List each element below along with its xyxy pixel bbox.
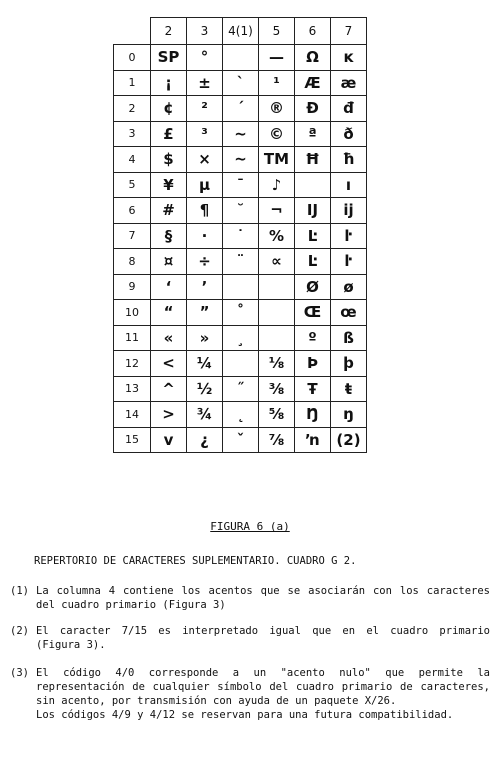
character-cell: “	[151, 300, 187, 326]
row-header: 15	[114, 427, 151, 453]
character-cell: ˛	[223, 402, 259, 428]
character-cell: ŋ	[331, 402, 367, 428]
character-cell: ¨	[223, 249, 259, 275]
footnote-2	[10, 624, 490, 652]
character-cell: đ	[331, 96, 367, 122]
row-header: 2	[114, 96, 151, 122]
character-cell	[223, 351, 259, 377]
table-row	[114, 402, 367, 428]
character-cell: Ħ	[295, 147, 331, 173]
character-cell: ⅜	[259, 376, 295, 402]
character-cell: ³	[187, 121, 223, 147]
character-cell: ¿	[187, 427, 223, 453]
character-cell: ‘	[151, 274, 187, 300]
footnote-text: El código 4/0 corresponde a un "acento nulo" que permite la representación de cualquier símbolo del cuadro primario de caracteres, sin acento, por transmisión con ayuda de un paquete X/26. Los códigos 4/9 y 4/12 se reservan para una futura compatibilidad.	[36, 667, 490, 721]
character-cell: ŀ	[331, 249, 367, 275]
character-cell: ¢	[151, 96, 187, 122]
table-row	[114, 223, 367, 249]
character-cell: ¯	[223, 172, 259, 198]
character-cell: ŀ	[331, 223, 367, 249]
character-cell: ♪	[259, 172, 295, 198]
row-header: 3	[114, 121, 151, 147]
character-cell: ¼	[187, 351, 223, 377]
character-cell: ×	[187, 147, 223, 173]
character-cell: œ	[331, 300, 367, 326]
character-cell: ⅞	[259, 427, 295, 453]
table-row	[114, 427, 367, 453]
footnote-1	[10, 584, 490, 612]
character-cell: µ	[187, 172, 223, 198]
character-cell: ¤	[151, 249, 187, 275]
figure-caption: FIGURA 6 (a)	[210, 520, 290, 533]
column-header: 2	[151, 18, 187, 45]
character-cell: ∝	[259, 249, 295, 275]
table-row	[114, 300, 367, 326]
character-cell: ¥	[151, 172, 187, 198]
character-cell: ˝	[223, 376, 259, 402]
column-header: 5	[259, 18, 295, 45]
character-cell: ®	[259, 96, 295, 122]
footnote-number: (3)	[10, 667, 29, 679]
table-row	[114, 274, 367, 300]
character-cell: ĸ	[331, 45, 367, 71]
character-cell: ½	[187, 376, 223, 402]
corner-cell	[114, 18, 151, 45]
footnote-text: El caracter 7/15 es interpretado igual que en el cuadro primario (Figura 3).	[36, 625, 490, 651]
character-cell: §	[151, 223, 187, 249]
character-cell: SP	[151, 45, 187, 71]
character-cell: >	[151, 402, 187, 428]
row-header: 0	[114, 45, 151, 71]
table-row	[114, 70, 367, 96]
character-cell: ˚	[223, 300, 259, 326]
row-header: 12	[114, 351, 151, 377]
character-cell: Ø	[295, 274, 331, 300]
character-cell	[223, 274, 259, 300]
character-cell: ø	[331, 274, 367, 300]
character-cell: ^	[151, 376, 187, 402]
table-row	[114, 249, 367, 275]
character-cell: «	[151, 325, 187, 351]
character-cell: ⅝	[259, 402, 295, 428]
table-row	[114, 96, 367, 122]
character-cell: ¾	[187, 402, 223, 428]
row-header: 1	[114, 70, 151, 96]
row-header: 8	[114, 249, 151, 275]
character-cell: ©	[259, 121, 295, 147]
footnote-number: (1)	[10, 585, 29, 597]
character-cell: ˘	[223, 198, 259, 224]
table-row	[114, 198, 367, 224]
character-cell	[223, 45, 259, 71]
character-cell: Ŀ	[295, 249, 331, 275]
character-cell: #	[151, 198, 187, 224]
character-cell: TM	[259, 147, 295, 173]
footnote-3	[10, 666, 490, 722]
character-cell: ŉ	[295, 427, 331, 453]
character-cell: ¶	[187, 198, 223, 224]
character-cell: £	[151, 121, 187, 147]
character-cell: —	[259, 45, 295, 71]
row-header: 7	[114, 223, 151, 249]
table-row	[114, 45, 367, 71]
character-cell: Þ	[295, 351, 331, 377]
header-row	[114, 18, 367, 45]
row-header: 10	[114, 300, 151, 326]
character-cell: ħ	[331, 147, 367, 173]
character-cell: »	[187, 325, 223, 351]
character-cell: ð	[331, 121, 367, 147]
character-cell: ĳ	[331, 198, 367, 224]
character-cell: ß	[331, 325, 367, 351]
character-cell: ~	[223, 121, 259, 147]
table-row	[114, 172, 367, 198]
column-header: 7	[331, 18, 367, 45]
character-cell: %	[259, 223, 295, 249]
character-cell	[259, 325, 295, 351]
character-cell: Æ	[295, 70, 331, 96]
character-cell: Ĳ	[295, 198, 331, 224]
character-cell: ¸	[223, 325, 259, 351]
character-cell: ±	[187, 70, 223, 96]
character-cell: ŧ	[331, 376, 367, 402]
character-cell: º	[295, 325, 331, 351]
character-cell: ’	[187, 274, 223, 300]
table-row	[114, 147, 367, 173]
footnote-number: (2)	[10, 625, 29, 637]
character-cell	[259, 300, 295, 326]
character-cell: Œ	[295, 300, 331, 326]
table-row	[114, 351, 367, 377]
footnote-text: La columna 4 contiene los acentos que se asociarán con los caracteres del cuadro primario (Figura 3)	[36, 585, 490, 611]
row-header: 11	[114, 325, 151, 351]
character-cell: ¡	[151, 70, 187, 96]
row-header: 6	[114, 198, 151, 224]
character-cell: `	[223, 70, 259, 96]
row-header: 5	[114, 172, 151, 198]
character-cell: ⅛	[259, 351, 295, 377]
character-cell	[259, 274, 295, 300]
character-cell: v	[151, 427, 187, 453]
character-cell: ”	[187, 300, 223, 326]
character-cell: ¬	[259, 198, 295, 224]
character-cell: ª	[295, 121, 331, 147]
row-header: 13	[114, 376, 151, 402]
character-cell: ²	[187, 96, 223, 122]
column-header: 3	[187, 18, 223, 45]
character-cell: þ	[331, 351, 367, 377]
character-cell: Ŋ	[295, 402, 331, 428]
character-cell: ı	[331, 172, 367, 198]
row-header: 9	[114, 274, 151, 300]
character-cell: ´	[223, 96, 259, 122]
character-cell	[295, 172, 331, 198]
character-cell: Ŧ	[295, 376, 331, 402]
character-cell: ·	[187, 223, 223, 249]
character-cell: ÷	[187, 249, 223, 275]
character-cell: Ŀ	[295, 223, 331, 249]
table-row	[114, 325, 367, 351]
character-cell: <	[151, 351, 187, 377]
character-cell: ˙	[223, 223, 259, 249]
character-repertoire-table	[113, 17, 367, 453]
row-header: 14	[114, 402, 151, 428]
character-cell: (2)	[331, 427, 367, 453]
figure-subtitle: REPERTORIO DE CARACTERES SUPLEMENTARIO. CUADRO G 2.	[34, 555, 357, 567]
character-cell: ¹	[259, 70, 295, 96]
character-cell: Đ	[295, 96, 331, 122]
table-row	[114, 376, 367, 402]
column-header: 6	[295, 18, 331, 45]
character-cell: $	[151, 147, 187, 173]
character-cell: ˇ	[223, 427, 259, 453]
column-header: 4(1)	[223, 18, 259, 45]
table-row	[114, 121, 367, 147]
character-cell: Ω	[295, 45, 331, 71]
character-cell: °	[187, 45, 223, 71]
character-cell: ~	[223, 147, 259, 173]
row-header: 4	[114, 147, 151, 173]
character-cell: æ	[331, 70, 367, 96]
